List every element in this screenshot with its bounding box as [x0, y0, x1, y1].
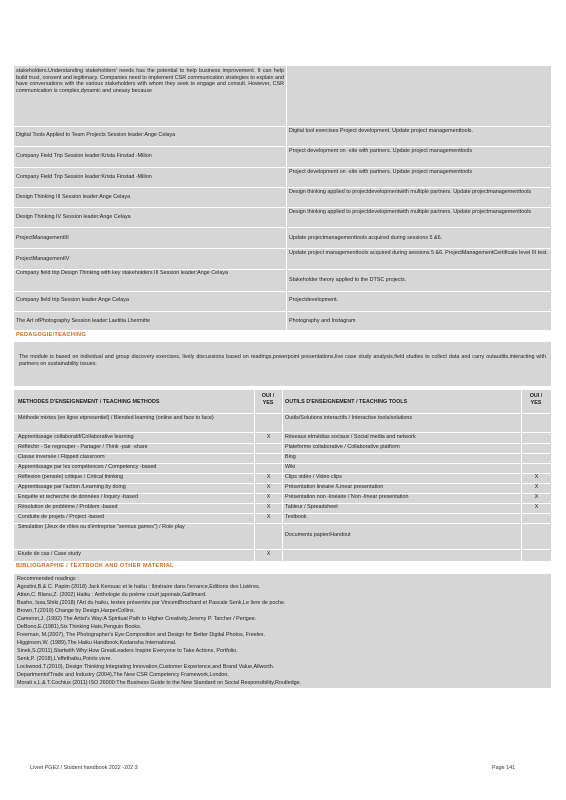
session-content: Digital tool exercises Project development. Update project managementtools.	[289, 128, 473, 134]
session-topic: Company Field Trip Session leader:Krista Finstad -Milion	[16, 153, 152, 159]
method-cell: Réflexion (pensée) critique / Critical thinking	[18, 474, 124, 480]
session-content: Photography and Instagram	[289, 318, 356, 324]
method-yes-cell	[255, 415, 282, 432]
biblio-entry: Senk,P. (2018),L'effethaiku,Points vivre.	[17, 656, 112, 662]
session-topic: The Art ofPhotography Session leader:Laetitia Lhermitte	[16, 318, 150, 324]
biblio-entry: Morati s,L.& T.Cochius (2011) ISO 26000:The Business Guide to the New Standard on Social Responsibility,Routledge.	[17, 680, 302, 686]
method-cell: Résolution de problème / Problem -based	[18, 504, 118, 510]
session-content: Design thinking applied to projectdevelopmentwith multiple partners. Update projectmanagementtools	[289, 209, 532, 215]
session-sep	[14, 146, 551, 147]
method-row-sep	[14, 561, 551, 562]
method-row-sep	[14, 432, 551, 433]
intro-divider	[286, 66, 287, 126]
session-sep	[14, 311, 551, 312]
method-cell: Classe inversée / Flipped classroom	[18, 454, 105, 460]
method-yes-cell: X	[266, 484, 271, 490]
tool-cell: Textbook	[285, 514, 307, 520]
method-cell: Etude de cas / Case study	[18, 551, 81, 557]
biblio-entry: Higginson,W. (1989),The Haiku Handbook,Kodansha International.	[17, 640, 177, 646]
sessions-table	[14, 127, 551, 330]
tool-cell: Blog	[285, 454, 296, 460]
biblio-entry: Basho, Issa,Shiki,(2018) l'Art du haiku, textes présentés par VincentBrochard et Pascale Senk,Le livre de poche.	[17, 600, 286, 606]
pedagogie-text: The module is based on individual and group discovery exercises, lively discussions based on readings,powerpoint presentations,live case study analysis,field studies to collect data and carry outaudits,interacting with partners on sustainability issues.	[19, 354, 546, 367]
tool-yes-cell: X	[534, 494, 539, 500]
session-topic: Digital Tools Applied to Team Projects Session leader:Ange Celaya	[16, 132, 176, 138]
biblio-title: BIBLIOGRAPHIE / TEXTBOOK AND OTHER MATERIAL	[16, 563, 174, 569]
tool-yes-cell	[522, 415, 551, 432]
method-yes-cell	[255, 524, 282, 549]
session-content: Design thinking applied to projectdevelopmentwith multiple partners. Update projectmanagementtools	[289, 189, 532, 195]
biblio-block	[14, 574, 551, 688]
method-cell: Conduite de projets / Project -based	[18, 514, 105, 520]
session-sep	[14, 227, 551, 228]
biblio-entry: Attan,C. Blanu,Z. (2002) Haiku : Anthologie du poème court japonais,Gallimard.	[17, 592, 207, 598]
session-topic: Company field trip Session leader:Ange Celaya	[16, 297, 129, 303]
method-row-sep	[14, 549, 551, 550]
session-topic: Design Thinking IV Session leader:Ange Celaya	[16, 214, 131, 220]
session-topic: Design Thinking III Session leader:Ange Celaya	[16, 194, 131, 200]
biblio-entry: Cameron,J. (1992) The Artist's Way:A Spiritual Path to Higher Creativity,Jeremy P. Tarcher / Perigee.	[17, 616, 257, 622]
footer-left: Livret PGE2 / Student handbook 2022 -202 3	[30, 765, 138, 771]
tool-yes-cell	[522, 444, 551, 453]
session-sep	[14, 248, 551, 249]
method-cell: Apprentissage par l'action /Learning by doing	[18, 484, 126, 490]
tool-yes-cell	[522, 551, 551, 561]
tool-yes-cell	[522, 434, 551, 443]
method-cell: Apprentissage par les compétences / Competency -based	[18, 464, 157, 470]
tool-yes-cell	[522, 454, 551, 463]
session-content: Projectdevelopment.	[289, 297, 339, 303]
session-content: Update project managementtools acquired during sessions 5 &6. ProjectManagementCertificate level III test.	[289, 250, 548, 256]
tool-cell	[285, 551, 519, 561]
method-yes-cell	[255, 464, 282, 473]
tool-cell: Réseaux etmédias sociaux / Social media and network	[285, 434, 416, 440]
biblio-entry: Sinek,S.(2011),Startwith Why:How GreatLeaders Inspire Everyone to Take Actions, Portfolio.	[17, 648, 238, 654]
footer-right: Page 141	[492, 765, 516, 771]
method-cell: Enquête et recherche de données / Inquiry -based	[18, 494, 138, 500]
intro-text: stakeholders.Understanding stakeholders' needs has the potential to help business improvement. It can help build trust, consent and legitimacy. Companies need to implement CSR communication strategies to explain and have conversations with the various stakeholders with whom they seek to engage and consult. However, CSR communication is complex,dynamic and uneasy because	[16, 68, 284, 94]
session-content: Stakeholder theory applied to the DTSC projects.	[289, 277, 407, 283]
tool-cell: Tableur / Spreadsheet	[285, 504, 338, 510]
session-sep	[14, 187, 551, 188]
session-content: Update projectmanagementtools acquired during sessions 5 &6.	[289, 235, 443, 241]
session-topic: Company field trip Design Thinking with key stakeholders III Session leader:Ange Celaya	[16, 270, 229, 276]
col-divider	[282, 390, 283, 562]
method-yes-cell	[255, 454, 282, 463]
method-cell: Méthode mixtes (en ligne etpresentiel) / Blended learning (online and face to face)	[18, 415, 214, 421]
biblio-entry: Freeman, M.(2007), The Photographer's Eye:Composition and Design for Better Digital Photos, Freelex.	[17, 632, 266, 638]
biblio-entry: DepartmentofTrade and Industry (2004),The New CSR Competency Framework,London.	[17, 672, 229, 678]
sessions-divider	[286, 127, 287, 330]
tool-yes-cell: X	[534, 504, 539, 510]
session-content: Project development on -site with partners. Update project managementtools	[289, 169, 473, 175]
method-cell: Simulation (Jeux de rôles ou d'entreprise "serious games") / Role play	[18, 524, 185, 530]
intro-block	[14, 66, 551, 126]
method-yes-cell: X	[266, 551, 271, 557]
session-topic: Company Field Trip Session leader:Krista Finstad -Milion	[16, 174, 152, 180]
session-topic: ProjectManagementIII	[16, 235, 69, 241]
tool-cell: Documents papier/Handout	[285, 532, 351, 538]
biblio-entry: Agostini,B.& C. Papiin (2018) Jack Kerouac et le haiku : Itinéraire dans l'errance,Editions des Lisières.	[17, 584, 261, 590]
method-cell: Apprentissage collaboratif/Collaborative learning	[18, 434, 134, 440]
biblio-entry: Recommended readings :	[17, 576, 79, 582]
method-yes-cell: X	[266, 434, 271, 440]
methods-header: METHODES D'ENSEIGNEMENT / TEACHING METHODS	[18, 399, 160, 405]
tool-cell: Présentation non -linéaire / Non -linear presentation	[285, 494, 409, 500]
session-sep	[14, 167, 551, 168]
tool-cell: Wiki	[285, 464, 296, 470]
biblio-entry: DeBono,E.(1981),Six Thinking Hats,Penguin Books.	[17, 624, 142, 630]
tool-yes-cell: X	[534, 474, 539, 480]
tool-yes-cell: X	[534, 484, 539, 490]
method-yes-cell: X	[266, 504, 271, 510]
session-content: Project development on -site with partners. Update project managementtools	[289, 148, 473, 154]
pedagogie-title: PEDAGOGIE/TEACHING	[16, 332, 87, 338]
method-yes-cell: X	[266, 514, 271, 520]
tool-cell: Présentation linéaire /Linear presentation	[285, 484, 384, 490]
header-sep	[14, 413, 551, 414]
tool-cell: Outils/Solutions interactifs / Interactive tools/solutions	[285, 415, 413, 421]
session-sep	[14, 291, 551, 292]
tools-header: OUTILS D'ENSEIGNEMENT / TEACHING TOOLS	[285, 399, 408, 405]
tool-yes-cell	[522, 524, 551, 549]
method-yes-cell	[255, 444, 282, 453]
method-yes-cell: X	[266, 494, 271, 500]
session-sep	[14, 207, 551, 208]
biblio-entry: Brown,T.(2019) Change by Design,HarperCollins.	[17, 608, 136, 614]
tool-cell: Clips vidéo / Video clips	[285, 474, 342, 480]
tools-yes-header: OUI / YES	[529, 393, 543, 406]
methods-table	[14, 390, 551, 562]
biblio-entry: Lockwood,T.(2010), Design Thinking:Integrating Innovation,Customer Experience,and Brand Value,Allworth.	[17, 664, 275, 670]
tool-cell: Plateforme collaborative / Collaborative platform	[285, 444, 400, 450]
tool-yes-cell	[522, 514, 551, 523]
method-yes-cell: X	[266, 474, 271, 480]
session-topic: ProjectManagementIV	[16, 256, 70, 262]
pedagogie-block	[14, 342, 551, 386]
tool-yes-cell	[522, 464, 551, 473]
method-cell: Réfléchir - Se regrouper - Partager / Think -pair -share	[18, 444, 148, 450]
methods-yes-header: OUI / YES	[261, 393, 275, 406]
